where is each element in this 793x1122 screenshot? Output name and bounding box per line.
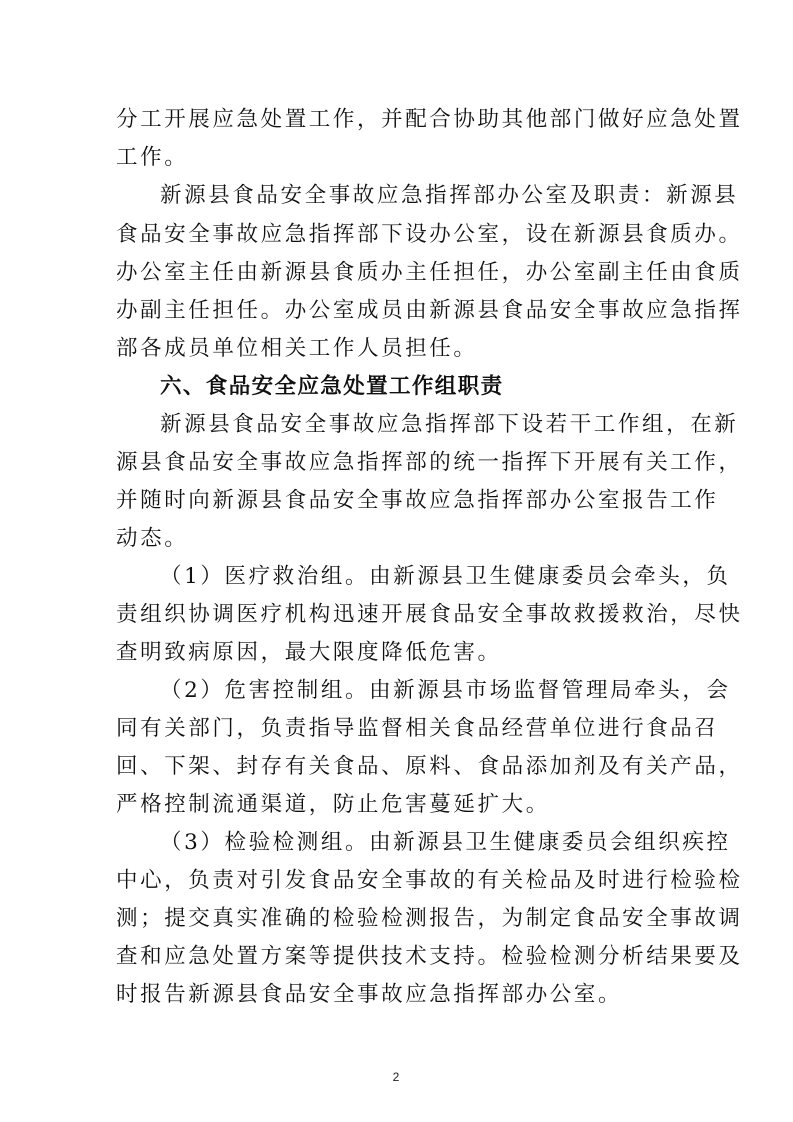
paragraph-line: 办公室主任由新源县食质办主任担任，办公室副主任由食质 <box>116 260 743 285</box>
paragraph-line: 查明致病原因，最大限度降低危害。 <box>116 640 502 665</box>
paragraph-line: 食品安全事故应急指挥部下设办公室，设在新源县食质办。 <box>116 222 743 247</box>
paragraph-line: 工作。 <box>116 145 189 170</box>
paragraph-line: （3）检验检测组。由新源县卫生健康委员会组织疾控 <box>160 830 731 855</box>
paragraph-line: 并随时向新源县食品安全事故应急指挥部办公室报告工作 <box>116 488 719 513</box>
paragraph-line: 部各成员单位相关工作人员担任。 <box>116 336 478 361</box>
paragraph-line: 测；提交真实准确的检验检测报告，为制定食品安全事故调 <box>116 906 743 931</box>
paragraph-line: 分工开展应急处置工作，并配合协助其他部门做好应急处置 <box>116 107 743 132</box>
paragraph-line: 新源县食品安全事故应急指挥部下设若干工作组，在新 <box>160 412 739 437</box>
page-number: 2 <box>392 1070 400 1084</box>
paragraph-line: 新源县食品安全事故应急指挥部办公室及职责：新源县 <box>160 183 739 208</box>
paragraph-line: （1）医疗救治组。由新源县卫生健康委员会牵头，负 <box>160 564 731 589</box>
paragraph-line: 查和应急处置方案等提供技术支持。检验检测分析结果要及 <box>116 944 743 969</box>
paragraph-line: 源县食品安全事故应急指挥部的统一指挥下开展有关工作， <box>116 450 743 475</box>
paragraph-line: 严格控制流通渠道，防止危害蔓延扩大。 <box>116 792 550 817</box>
paragraph-line: 时报告新源县食品安全事故应急指挥部办公室。 <box>116 982 623 1007</box>
paragraph-line: （2）危害控制组。由新源县市场监督管理局牵头，会 <box>160 678 731 703</box>
section-heading: 六、食品安全应急处置工作组职责 <box>160 374 504 399</box>
paragraph-line: 回、下架、封存有关食品、原料、食品添加剂及有关产品， <box>116 754 743 779</box>
paragraph-line: 中心，负责对引发食品安全事故的有关检品及时进行检验检 <box>116 868 743 893</box>
paragraph-line: 动态。 <box>116 526 189 551</box>
paragraph-line: 责组织协调医疗机构迅速开展食品安全事故救援救治，尽快 <box>116 602 743 627</box>
paragraph-line: 办副主任担任。办公室成员由新源县食品安全事故应急指挥 <box>116 298 743 323</box>
paragraph-line: 同有关部门，负责指导监督相关食品经营单位进行食品召 <box>116 716 719 741</box>
